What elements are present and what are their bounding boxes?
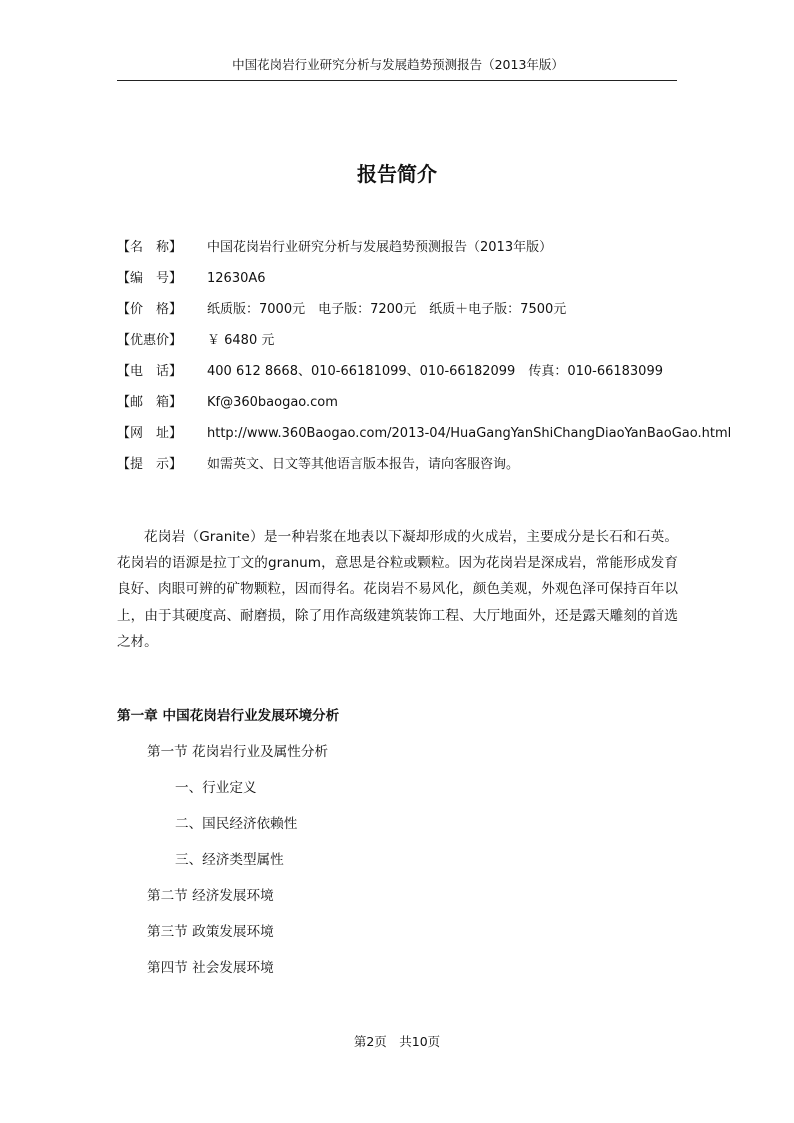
info-value: 12630A6 (207, 271, 266, 286)
running-header: 中国花岗岩行业研究分析与发展趋势预测报告（2013年版） (232, 57, 564, 72)
info-label: 【价 格】 (117, 302, 183, 317)
info-label: 【优惠价】 (117, 333, 183, 348)
info-value-url[interactable]: http://www.360Baogao.com/2013-04/HuaGangYanShiChangDiaoYanBaoGao.html (207, 426, 732, 441)
toc-subsection: 一、行业定义 (175, 780, 257, 796)
info-value: 纸质版：7000元 电子版：7200元 纸质＋电子版：7500元 (207, 302, 567, 317)
info-value: 如需英文、日文等其他语言版本报告，请向客服咨询。 (207, 457, 520, 472)
page-title: 报告简介 (357, 162, 437, 186)
info-value-email[interactable]: Kf@360baogao.com (207, 395, 338, 410)
toc-subsection: 三、经济类型属性 (175, 852, 284, 868)
intro-paragraph: 花岗岩（Granite）是一种岩浆在地表以下凝却形成的火成岩，主要成分是长石和石英。花岗岩的语源是拉丁文的granum，意思是谷粒或颗粒。因为花岗岩是深成岩，常能形成发育良好、肉眼可辨的矿物颗粒，因而得名。花岗岩不易风化，颜色美观，外观色泽可保持百年以上，由于其硬度高、耐磨损，除了用作高级建筑装饰工程、大厅地面外，还是露天雕刻的首选之材。 (117, 529, 678, 650)
info-label: 【提 示】 (117, 457, 183, 472)
toc-section: 第四节 社会发展环境 (147, 960, 274, 976)
info-label: 【名 称】 (117, 240, 183, 255)
toc-section: 第二节 经济发展环境 (147, 888, 274, 904)
page-footer: 第2页 共10页 (353, 1034, 441, 1049)
info-value: 400 612 8668、010-66181099、010-66182099 传真：010-66183099 (207, 364, 663, 379)
header-divider (117, 80, 677, 81)
toc-section: 第三节 政策发展环境 (147, 924, 274, 940)
info-label: 【网 址】 (117, 426, 183, 441)
info-value: ￥ 6480 元 (207, 333, 275, 348)
info-value: 中国花岗岩行业研究分析与发展趋势预测报告（2013年版） (207, 240, 553, 255)
toc-section: 第一节 花岗岩行业及属性分析 (147, 744, 329, 760)
info-label: 【邮 箱】 (117, 395, 183, 410)
toc-subsection: 二、国民经济依赖性 (175, 816, 298, 832)
info-label: 【编 号】 (117, 271, 183, 286)
toc-chapter: 第一章 中国花岗岩行业发展环境分析 (117, 708, 340, 724)
info-label: 【电 话】 (117, 364, 183, 379)
